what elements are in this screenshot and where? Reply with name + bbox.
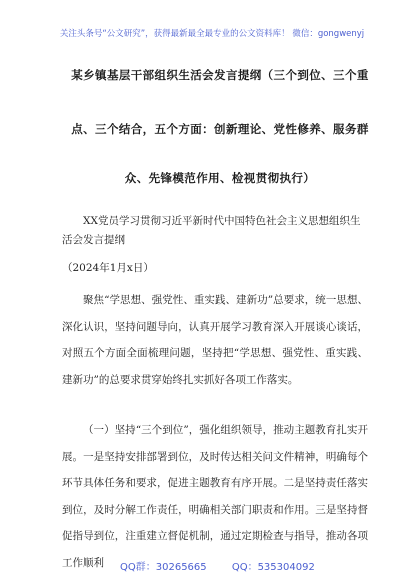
title-line-2: 点、三个结合，五个方面：创新理论、党性修养、服务群: [71, 122, 369, 136]
meeting-name-text: XX党员学习贯彻习近平新时代中国特色社会主义思想组织生活会发言提纲: [62, 215, 361, 246]
title-line-3: 众、先锋模范作用、检视贯彻执行）: [124, 171, 316, 185]
meeting-name: [62, 212, 368, 250]
paragraph-2-text: （一）坚持“三个到位”，强化组织领导，推动主题教育扎实开展。一是坚持安排部署到位，及时传达相关问文件精神，明确每个环节具体任务和要求，促进主题教育有序开展。二是坚持责任落实到位，及时分解工作责任，明确相关部门职责和作用。三是坚持督促指导到位，注重建立督促机制，通过定期检查与指导，推动各项工作顺利: [62, 424, 368, 569]
footer-qq-number: QQ：535304092: [231, 562, 315, 573]
meeting-date-text: （2024年1月x日）: [62, 262, 154, 274]
header-banner: 关注头条号“公文研究”，获得最新最全最专业的公文资料库！ 微信：gongwenyj: [59, 29, 365, 39]
footer-contact: [120, 558, 330, 572]
footer-qq-group: QQ群：30265665: [120, 562, 207, 573]
paragraph-1-text: 聚焦“学思想、强党性、重实践、建新功”总要求，统一思想、深化认识，坚持问题导向，认真开展学习教育深入开展谈心谈话，对照五个方面全面梳理问题，坚持把“学思想、强党性、重实践、建新功”的总要求贯穿始终扎实抓好各项工作落实。: [62, 294, 368, 386]
meeting-date: [62, 255, 368, 282]
paragraph-1: [62, 287, 368, 393]
paragraph-2: [62, 417, 368, 576]
title-line-1: 某乡镇基层干部组织生活会发言提纲（三个到位、三个重: [71, 68, 369, 82]
